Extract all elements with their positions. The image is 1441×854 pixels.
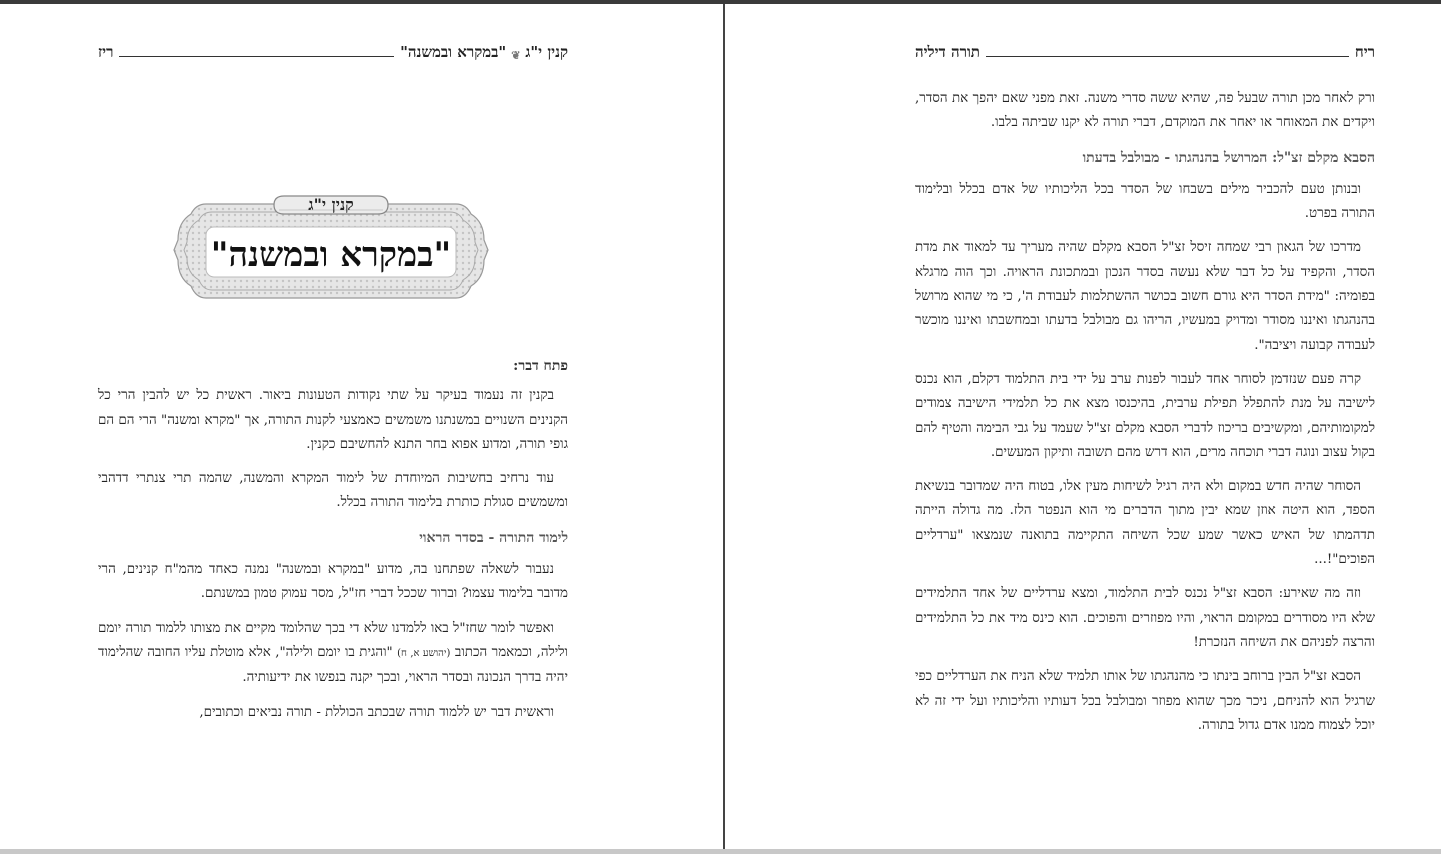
body-paragraph: הסוחר שהיה חדש במקום ולא היה רגיל לשיחות מעין אלו, בטוח היה שמדובר בנשיאת הספד, הוא היטה אוזן שמא יבין מתוך הדברים מי הוא הנפטר הלז. מה גדולה הייתה תדהמתו של האיש כאשר שמע שכל השיחה התקיימה בתואנה שנמצאו "ערדליים הפוכים"!...	[915, 479, 1375, 568]
verse-citation: (יהושע א, ח)	[397, 647, 451, 659]
header-rule	[986, 56, 1349, 57]
kinyan-label: קנין י"ג	[308, 195, 354, 214]
chapter-title-ornament	[166, 182, 496, 317]
body-paragraph: קרה פעם שנזדמן לסוחר אחד לעבור לפנות ערב על ידי בית התלמוד דקלם, הוא נכנס לישיבה על מנת להתפלל תפילת ערבית, בהיכנסו מצא את כל תלמידי הישיבה צמודים למקומותיהם, ומקשיבים בריכוז לדברי הסבא מקלם זצ"ל שעמד על גבי הבימה והטיף להם בקול עצוב ונוגה דברי תוכחה מרים, הוא דרש מהם תשובה ותיקון המעשים.	[915, 371, 1375, 460]
citation-before: ואפשר לומר שחז"ל באו ללמדנו שלא די בכך שהלומד מקיים את מצותו ללמוד תורה יומם ולילה, וכמאמר הכתוב	[98, 620, 568, 660]
leaf-ornament-icon: ❦	[511, 49, 521, 62]
header-rule	[119, 56, 394, 57]
chapter-main-title: "במקרא ובמשנה"	[210, 235, 452, 275]
left-page-number: ריז	[98, 43, 114, 61]
body-paragraph: הסבא זצ"ל הבין ברוחב בינתו כי מהנהגתו של אותו תלמיד שלא הניח את הערדליים כפי שרגיל הוא להניחם, ניכר מכך שהוא מפוזר ומבולבל בכל דעותיו והליכותיו ועל ידי זה לא יוכל לצמוח ממנו אדם גדול בתורה.	[915, 669, 1375, 733]
body-paragraph: ובנותן טעם להכביר מילים בשבחו של הסדר בכל הליכותיו של אדם בכלל ובלימוד התורה בפרט.	[915, 181, 1375, 222]
right-page-header	[915, 38, 1375, 62]
intro-paragraph: ורק לאחר מכן תורה שבעל פה, שהיא ששה סדרי משנה. זאת מפני שאם יהפך את הסדר, ויקדים את המאוחר או יאחר את המוקדם, דברי תורה לא יקנו שביתה בלבו.	[915, 91, 1375, 131]
left-page-header	[98, 38, 568, 62]
left-header-subtitle: "במקרא ובמשנה"	[400, 43, 507, 61]
opening-paragraph: בקנין זה נעמוד בעיקר על שתי נקודות הטעונות ביאור. ראשית כל יש להבין הרי כל הקנינים השנויים במשנתנו משמשים כאמצעי לקנות התורה, אך "מקרא ומשנה" הרי הם הם גופי תורה, ומדוע אפוא בחר התנא להחשיבם כקנין.	[98, 388, 568, 452]
right-page	[725, 4, 1441, 849]
citation-paragraph	[98, 617, 568, 691]
left-page	[0, 4, 723, 849]
right-page-body	[915, 87, 1375, 748]
window-bottom-bar	[0, 849, 1441, 854]
citation-after: "והגית בו יומם ולילה", אלא מוטלת עליו החובה שהלימוד יהיה בדרך הנכונה ובסדר הראוי, ובכך יקנה בנפשו את ידיעותיה.	[98, 644, 568, 686]
opening-paragraph: עוד נרחיב בחשיבות המיוחדת של לימוד המקרא והמשנה, שהמה תרי צנתרי דדהבי ומשמשים סגולת כותרת בלימוד התורה בכלל.	[98, 471, 568, 511]
opening-heading: פתח דבר:	[513, 358, 568, 374]
section-heading: הסבא מקלם זצ"ל: המרושל בהנהגתו - מבולבל בדעתו	[1082, 149, 1375, 166]
body-paragraph: מדרכו של הגאון רבי שמחה זיסל זצ"ל הסבא מקלם שהיה מעריך עד למאוד את מדת הסדר, והקפיד על כל דבר שלא נעשה בסדר הנכון ובמתכונת הראויה. וכך הוה מרגלא בפומיה: "מידת הסדר היא גורם חשוב בכושר ההשתלמות לעבודת ה', כי מי שהוא מרושל בהנהגתו ואיננו מסודר ומדויק במעשיו, הריהו גם מבולבל בדעתו ובמחשבתו ואיננו מוכשר לעבודה קבועה ויציבה".	[915, 240, 1375, 353]
left-page-body	[98, 354, 568, 735]
left-header-title: קנין י"ג	[525, 43, 568, 61]
right-page-number: ריח	[1354, 43, 1375, 61]
body-paragraph: וזה מה שאירע: הסבא זצ"ל נכנס לבית התלמוד, ומצא ערדליים של אחד התלמידים שלא היו מסודרים במקומם הראוי, והיו מפוזרים והפוכים. הוא כינס מיד את כל התלמידים והרצה לפניהם את השיחה הנזכרת!	[915, 586, 1375, 650]
right-header-title: תורה דיליה	[915, 43, 980, 61]
section-heading: לימוד התורה - בסדר הראוי	[419, 529, 568, 546]
closing-paragraph: וראשית דבר יש ללמוד תורה שבכתב הכוללת - תורה נביאים וכתובים,	[199, 704, 554, 720]
section-paragraph: נעבור לשאלה שפתחנו בה, מדוע "במקרא ובמשנה" נמנה כאחד מהמ"ח קנינים, הרי מדובר בלימוד עצמו? וברור שככל דברי חז"ל, מסר עמוק טמון במשנתם.	[98, 562, 568, 602]
